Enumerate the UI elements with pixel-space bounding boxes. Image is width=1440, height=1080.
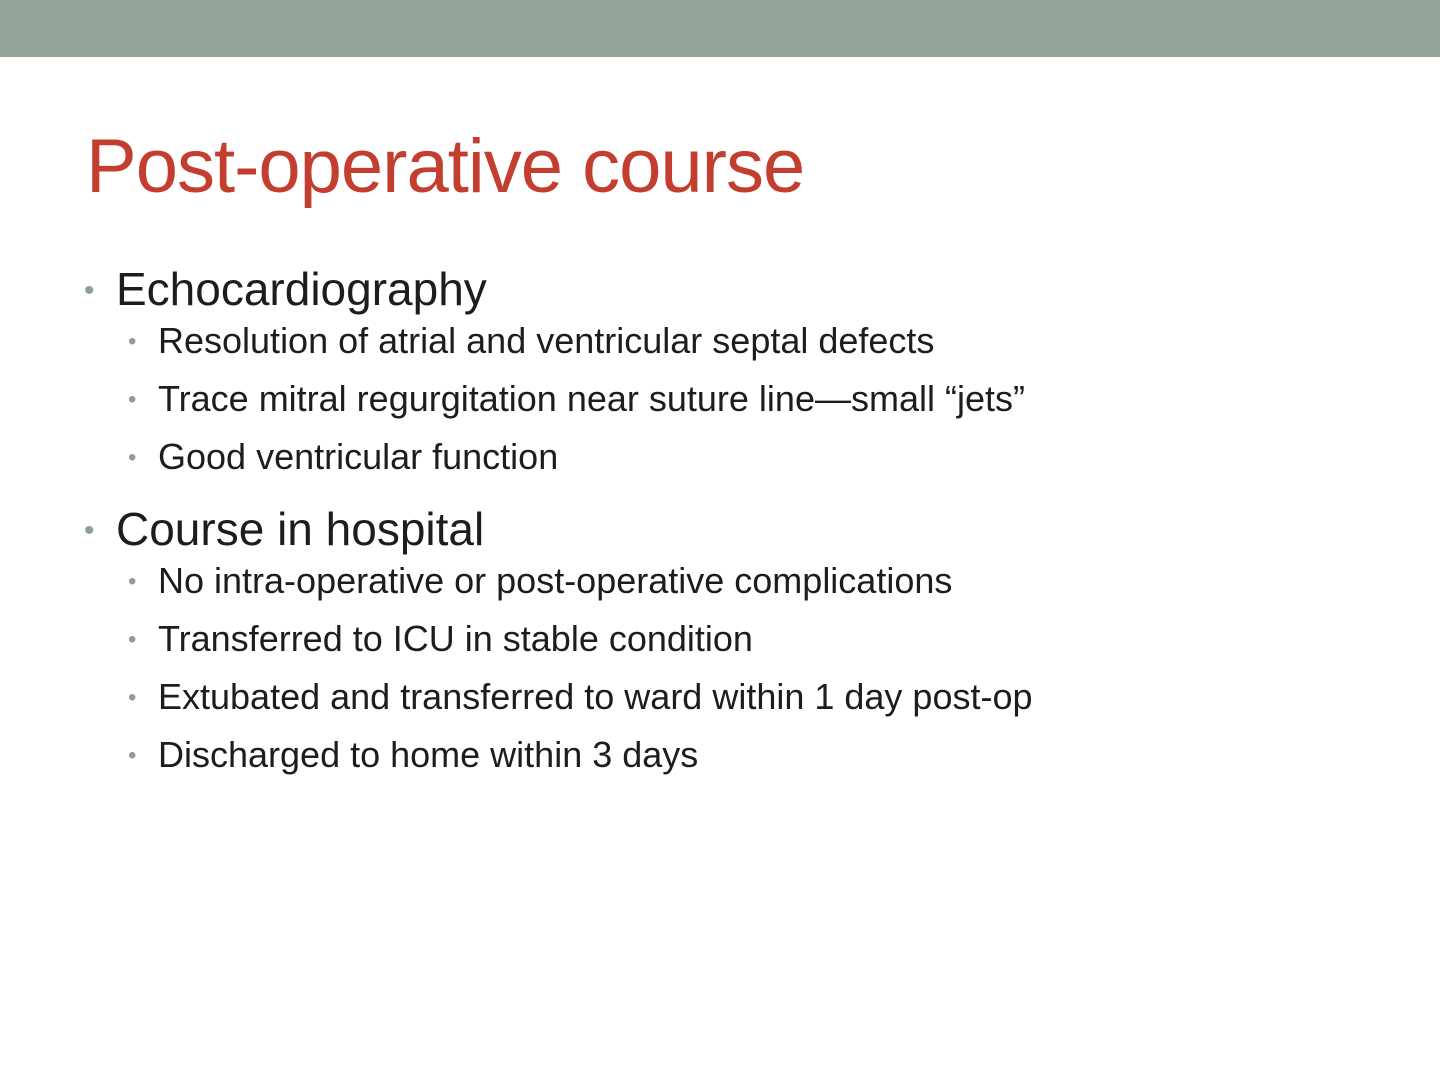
section-echocardiography bbox=[84, 262, 1384, 494]
sub-bullet-list bbox=[84, 320, 1384, 494]
bullet-level2 bbox=[128, 560, 1384, 618]
slide-title: Post-operative course bbox=[86, 124, 805, 209]
bullet-text: Discharged to home within 3 days bbox=[158, 734, 699, 775]
bullet-dot-icon: • bbox=[84, 514, 95, 547]
bullet-dot-icon: • bbox=[128, 386, 137, 413]
top-accent-bar bbox=[0, 0, 1440, 57]
bullet-dot-icon: • bbox=[128, 742, 137, 769]
bullet-text: Extubated and transferred to ward within 1 day post-op bbox=[158, 676, 1033, 717]
bullet-text: No intra-operative or post-operative complications bbox=[158, 560, 953, 601]
sub-bullet-list bbox=[84, 560, 1384, 792]
bullet-text: Good ventricular function bbox=[158, 436, 559, 477]
bullet-dot-icon: • bbox=[128, 568, 137, 595]
bullet-level1 bbox=[84, 262, 1384, 320]
bullet-level2 bbox=[128, 378, 1384, 436]
bullet-dot-icon: • bbox=[128, 444, 137, 471]
bullet-level2 bbox=[128, 436, 1384, 494]
bullet-dot-icon: • bbox=[128, 328, 137, 355]
section-heading: Course in hospital bbox=[116, 503, 485, 555]
bullet-level2 bbox=[128, 734, 1384, 792]
bullet-text: Trace mitral regurgitation near suture line—small “jets” bbox=[158, 378, 1025, 419]
slide-body bbox=[84, 262, 1384, 792]
bullet-level1 bbox=[84, 502, 1384, 560]
bullet-dot-icon: • bbox=[128, 684, 137, 711]
section-course-in-hospital bbox=[84, 502, 1384, 792]
bullet-level2 bbox=[128, 320, 1384, 378]
bullet-dot-icon: • bbox=[84, 274, 95, 307]
bullet-text: Resolution of atrial and ventricular septal defects bbox=[158, 320, 935, 361]
bullet-level2 bbox=[128, 676, 1384, 734]
section-heading: Echocardiography bbox=[116, 263, 487, 315]
bullet-text: Transferred to ICU in stable condition bbox=[158, 618, 753, 659]
bullet-dot-icon: • bbox=[128, 626, 137, 653]
bullet-level2 bbox=[128, 618, 1384, 676]
